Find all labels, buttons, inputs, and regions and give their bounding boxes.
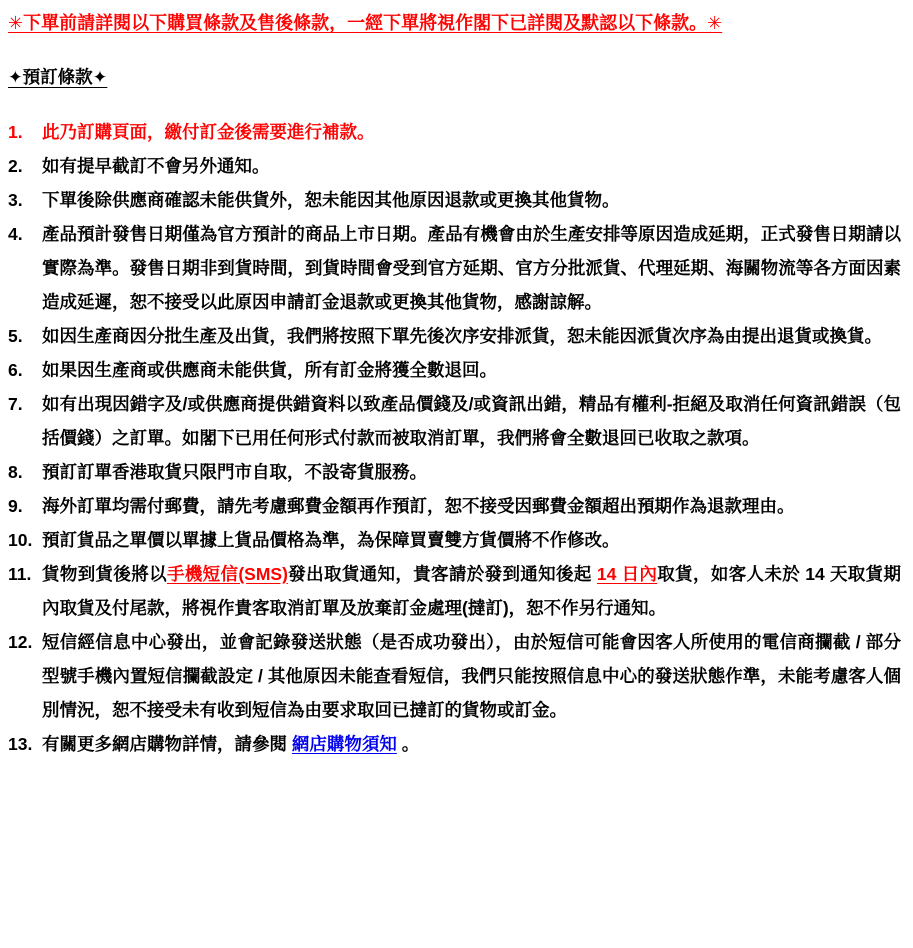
term-item <box>8 319 901 353</box>
term-number: 11. <box>8 564 32 585</box>
text-segment: 下單後除供應商確認未能供貨外，恕未能因其他原因退款或更換其他貨物。 <box>42 190 620 211</box>
text-segment: 如果因生產商或供應商未能供貨，所有訂金將獲全數退回。 <box>42 360 497 381</box>
text-segment: 取貨，如客人未於 14 天取貨期內取貨及付尾款，將視作貴客取消訂單及放棄訂金處理(撻訂)，恕不作另行通知。 <box>42 564 901 619</box>
term-text <box>42 523 901 557</box>
text-segment: 。 <box>396 734 420 755</box>
document-title: ✳下單前請詳閱以下購買條款及售後條款，一經下單將視作閣下已詳閱及默認以下條款。✳ <box>8 13 723 33</box>
term-text <box>42 489 901 523</box>
term-text <box>42 319 901 353</box>
text-segment: 此乃訂購頁面，繳付訂金後需要進行補款。 <box>42 122 375 143</box>
text-segment: 預訂訂單香港取貨只限門市自取，不設寄貨服務。 <box>42 462 427 483</box>
term-text <box>42 149 901 183</box>
term-item <box>8 353 901 387</box>
term-item <box>8 217 901 319</box>
text-segment: 短信經信息中心發出，並會記錄發送狀態（是否成功發出），由於短信可能會因客人所使用的電信商攔截 / 部分型號手機內置短信攔截設定 / 其他原因未能查看短信，我們只能按照信息中心的發送狀態作準，未能考慮客人個別情況，恕不接受未有收到短信為由要求取回已撻訂的貨物或訂金。 <box>42 632 901 721</box>
term-text <box>42 183 901 217</box>
term-text <box>42 353 901 387</box>
term-item <box>8 727 901 761</box>
term-item <box>8 183 901 217</box>
term-item <box>8 455 901 489</box>
term-item <box>8 557 901 625</box>
term-number: 1. <box>8 122 23 143</box>
text-segment: 如因生產商因分批生產及出貨，我們將按照下單先後次序安排派貨，恕未能因派貨次序為由提出退貨或換貨。 <box>42 326 882 347</box>
term-item <box>8 625 901 727</box>
highlighted-text: 14 日內 <box>596 564 658 585</box>
term-number: 7. <box>8 394 23 415</box>
term-number: 4. <box>8 224 23 245</box>
term-text <box>42 455 901 489</box>
term-text <box>42 115 901 149</box>
text-segment: 如有提早截訂不會另外通知。 <box>42 156 270 177</box>
shop-guide-link[interactable]: 網店購物須知 <box>291 734 397 755</box>
text-segment: 有關更多網店購物詳情，請參閱 <box>42 734 292 755</box>
terms-list <box>8 115 901 761</box>
term-number: 10. <box>8 530 33 551</box>
highlighted-text: 手機短信(SMS) <box>166 564 288 585</box>
term-number: 9. <box>8 496 23 517</box>
text-segment: 海外訂單均需付郵費，請先考慮郵費金額再作預訂，恕不接受因郵費金額超出預期作為退款理由。 <box>42 496 795 517</box>
term-item <box>8 115 901 149</box>
term-number: 6. <box>8 360 23 381</box>
term-item <box>8 149 901 183</box>
term-text <box>42 625 901 727</box>
term-item <box>8 489 901 523</box>
text-segment: 發出取貨通知，貴客請於發到通知後起 <box>287 564 597 585</box>
text-segment: 如有出現因錯字及/或供應商提供錯資料以致產品價錢及/或資訊出錯，精品有權利-拒絕及取消任何資訊錯誤（包括價錢）之訂單。如閣下已用任何形式付款而被取消訂單，我們將會全數退回已收取之款項。 <box>42 394 901 449</box>
term-item <box>8 387 901 455</box>
term-number: 5. <box>8 326 23 347</box>
term-number: 13. <box>8 734 33 755</box>
term-number: 12. <box>8 632 33 653</box>
term-number: 2. <box>8 156 23 177</box>
term-text <box>42 217 901 319</box>
text-segment: 預訂貨品之單價以單據上貨品價格為準，為保障買賣雙方貨價將不作修改。 <box>42 530 620 551</box>
term-text <box>42 727 901 761</box>
preorder-terms-heading: ✦預訂條款✦ <box>8 67 108 88</box>
term-text <box>42 557 901 625</box>
text-segment: 貨物到貨後將以 <box>42 564 167 585</box>
term-text <box>42 387 901 455</box>
term-number: 3. <box>8 190 23 211</box>
text-segment: 產品預計發售日期僅為官方預計的商品上市日期。產品有機會由於生產安排等原因造成延期，正式發售日期請以實際為準。發售日期非到貨時間，到貨時間會受到官方延期、官方分批派貨、代理延期、海關物流等各方面因素造成延遲，恕不接受以此原因申請訂金退款或更換其他貨物，感謝諒解。 <box>42 224 901 313</box>
term-number: 8. <box>8 462 23 483</box>
term-item <box>8 523 901 557</box>
